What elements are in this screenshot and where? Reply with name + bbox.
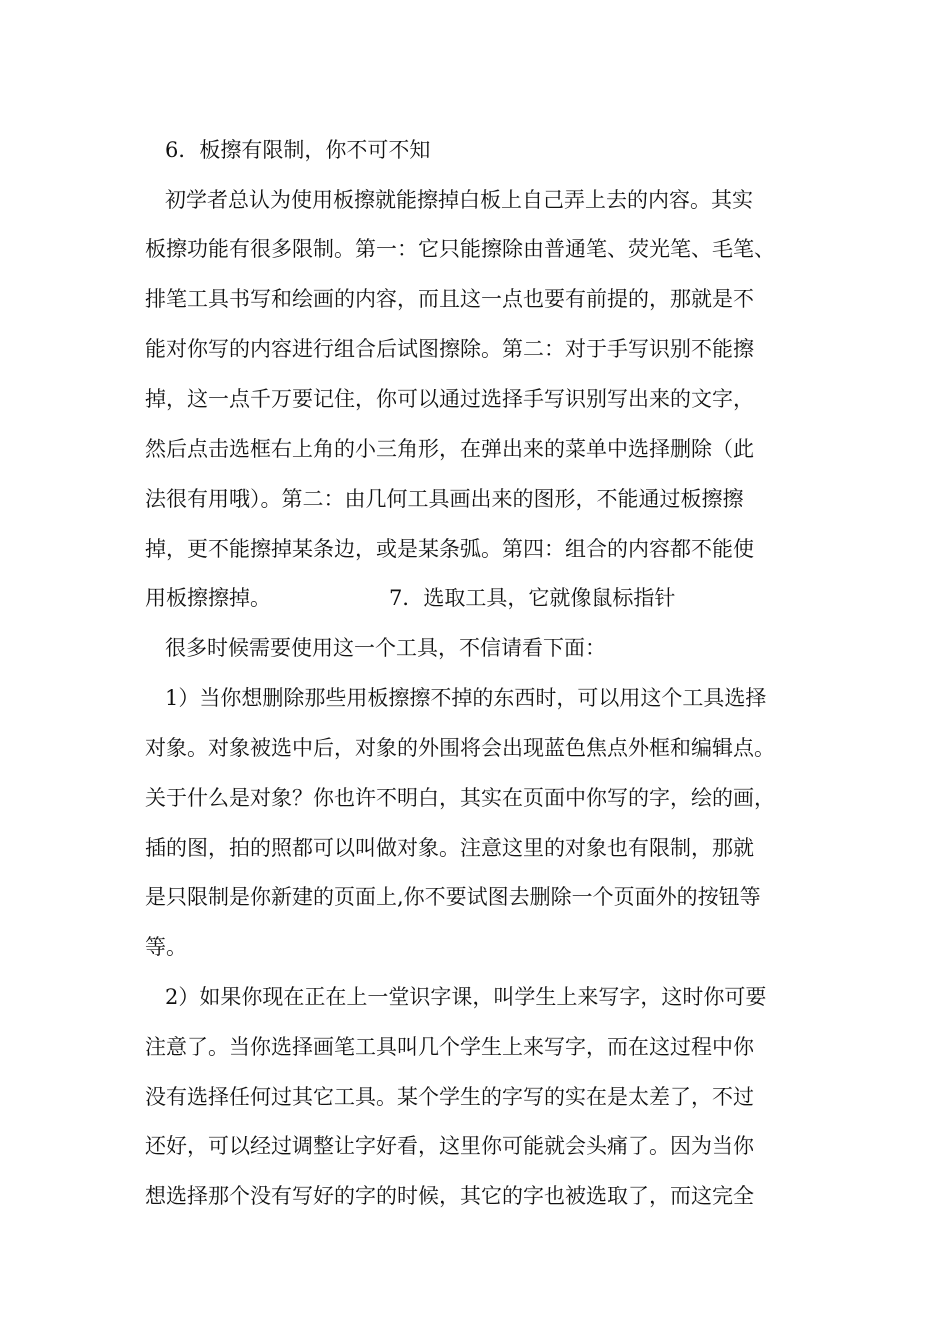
paragraph-line-end: 用板擦擦掉。 [145, 586, 271, 610]
list-item-2: 2）如果你现在正在上一堂识字课，叫学生上来写字，这时你可要 [165, 985, 767, 1009]
paragraph-line: 能对你写的内容进行组合后试图擦除。第二：对于手写识别不能擦 [145, 337, 754, 361]
paragraph-line: 掉，这一点千万要记住，你可以通过选择手写识别写出来的文字， [145, 387, 754, 411]
list-item-1: 1）当你想删除那些用板擦擦不掉的东西时，可以用这个工具选择 [165, 686, 767, 710]
paragraph-line: 注意了。当你选择画笔工具叫几个学生上来写字，而在这过程中你 [145, 1035, 754, 1059]
paragraph-line: 是只限制是你新建的页面上,你不要试图去删除一个页面外的按钮等 [145, 885, 761, 909]
section-heading-6: 6．板擦有限制，你不可不知 [165, 138, 431, 162]
paragraph-line: 很多时候需要使用这一个工具，不信请看下面： [165, 636, 606, 660]
paragraph-line: 掉，更不能擦掉某条边，或是某条弧。第四：组合的内容都不能使 [145, 537, 754, 561]
paragraph-line: 没有选择任何过其它工具。某个学生的字写的实在是太差了，不过 [145, 1085, 754, 1109]
paragraph-line-with-heading [145, 578, 835, 618]
section-heading-7: 7．选取工具，它就像鼠标指针 [389, 586, 676, 610]
paragraph-line: 等。 [145, 935, 187, 959]
paragraph-line: 板擦功能有很多限制。第一：它只能擦除由普通笔、荧光笔、毛笔、 [145, 237, 775, 261]
paragraph-line: 初学者总认为使用板擦就能擦掉白板上自己弄上去的内容。其实 [165, 188, 753, 212]
paragraph-line: 还好，可以经过调整让字好看，这里你可能就会头痛了。因为当你 [145, 1134, 754, 1158]
paragraph-line: 排笔工具书写和绘画的内容，而且这一点也要有前提的，那就是不 [145, 287, 754, 311]
paragraph-line: 对象。对象被选中后，对象的外围将会出现蓝色焦点外框和编辑点。 [145, 736, 775, 760]
paragraph-line: 然后点击选框右上角的小三角形，在弹出来的菜单中选择删除（此 [145, 437, 754, 461]
paragraph-line: 插的图，拍的照都可以叫做对象。注意这里的对象也有限制，那就 [145, 836, 754, 860]
paragraph-line: 关于什么是对象？你也许不明白，其实在页面中你写的字，绘的画， [145, 786, 775, 810]
paragraph-line: 法很有用哦）。第二：由几何工具画出来的图形，不能通过板擦擦 [145, 487, 744, 511]
paragraph-line: 想选择那个没有写好的字的时候，其它的字也被选取了，而这完全 [145, 1184, 754, 1208]
